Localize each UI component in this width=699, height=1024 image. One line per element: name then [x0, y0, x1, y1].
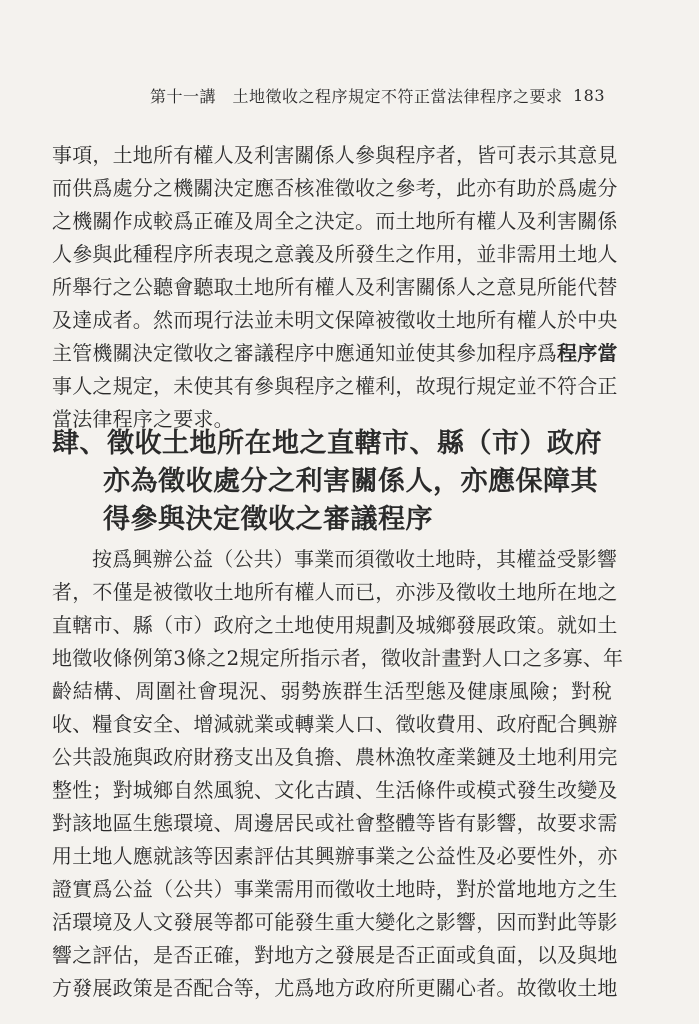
- paragraph-2-line-6: 收、糧食安全、增減就業或轉業人口、徵收費用、政府配合興辦: [52, 712, 618, 736]
- paragraph-1-line-3: 之機關作成較爲正確及周全之決定。而土地所有權人及利害關係: [52, 209, 618, 233]
- paragraph-1-line-6: 及達成者。然而現行法並未明文保障被徵收土地所有權人於中央: [52, 308, 618, 332]
- paragraph-2-line-10: 用土地人應就該等因素評估其興辦事業之公益性及必要性外，亦: [52, 844, 618, 868]
- paragraph-1: [52, 139, 618, 436]
- chapter-title: 第十一講 土地徵收之程序規定不符正當法律程序之要求: [150, 86, 563, 106]
- running-header: [150, 82, 605, 108]
- page-number: 183: [572, 85, 605, 105]
- paragraph-2-line-11: 證實爲公益（公共）事業需用而徵收土地時，對於當地地方之生: [52, 877, 618, 901]
- paragraph-1-line-9: 當法律程序之要求。: [52, 407, 234, 431]
- paragraph-1-line-5: 所舉行之公聽會聽取土地所有權人及利害關係人之意見所能代替: [52, 275, 618, 299]
- paragraph-2-line-3: 直轄市、縣（市）政府之土地使用規劃及城鄉發展政策。就如土: [52, 613, 618, 637]
- paragraph-2-line-12: 活環境及人文發展等都可能發生重大變化之影響，因而對此等影: [52, 910, 618, 934]
- paragraph-2-line-14: 方發展政策是否配合等，尤爲地方政府所更關心者。故徵收土地: [52, 976, 618, 1000]
- paragraph-2-line-8: 整性；對城鄉自然風貌、文化古蹟、生活條件或模式發生改變及: [52, 778, 618, 802]
- paragraph-2-line-9: 對該地區生態環境、周邊居民或社會整體等皆有影響，故要求需: [52, 811, 618, 835]
- paragraph-2-line-4: 地徵收條例第3條之2規定所指示者，徵收計畫對人口之多寡、年: [52, 646, 624, 670]
- paragraph-1-line-4: 人參與此種程序所表現之意義及所發生之作用，並非需用土地人: [52, 242, 618, 266]
- paragraph-1-line-1: 事項，土地所有權人及利害關係人參與程序者，皆可表示其意見: [52, 143, 618, 167]
- paragraph-1-line-2: 而供爲處分之機關決定應否核准徵收之參考，此亦有助於爲處分: [52, 176, 618, 200]
- paragraph-2-line-1: 按爲興辦公益（公共）事業而須徵收土地時，其權益受影響: [92, 547, 618, 571]
- paragraph-2-line-13: 響之評估，是否正確，對地方之發展是否正面或負面，以及與地: [52, 943, 618, 967]
- paragraph-1-line-7: [52, 337, 618, 370]
- section-heading: [52, 425, 617, 539]
- paragraph-1-line-7-text: 主管機關決定徵收之審議程序中應通知並使其參加程序爲: [52, 341, 557, 365]
- paragraph-2-line-7: 公共設施與政府財務支出及負擔、農林漁牧產業鏈及土地利用完: [52, 745, 618, 769]
- section-heading-line-1: 肆、徵收土地所在地之直轄市、縣（市）政府: [52, 428, 602, 459]
- paragraph-2-line-5: 齡結構、周圍社會現況、弱勢族群生活型態及健康風險；對稅: [52, 679, 612, 703]
- paragraph-1-line-8: 事人之規定，未使其有參與程序之權利，故現行規定並不符合正: [52, 374, 618, 398]
- paragraph-2: [52, 543, 624, 1005]
- section-heading-line-3: 得參與決定徵收之審議程序: [103, 504, 433, 535]
- paragraph-2-line-2: 者，不僅是被徵收土地所有權人而已，亦涉及徵收土地所在地之: [52, 580, 618, 604]
- section-heading-line-2: 亦為徵收處分之利害關係人，亦應保障其: [103, 466, 598, 497]
- emphasis-text: 程序當: [557, 341, 618, 365]
